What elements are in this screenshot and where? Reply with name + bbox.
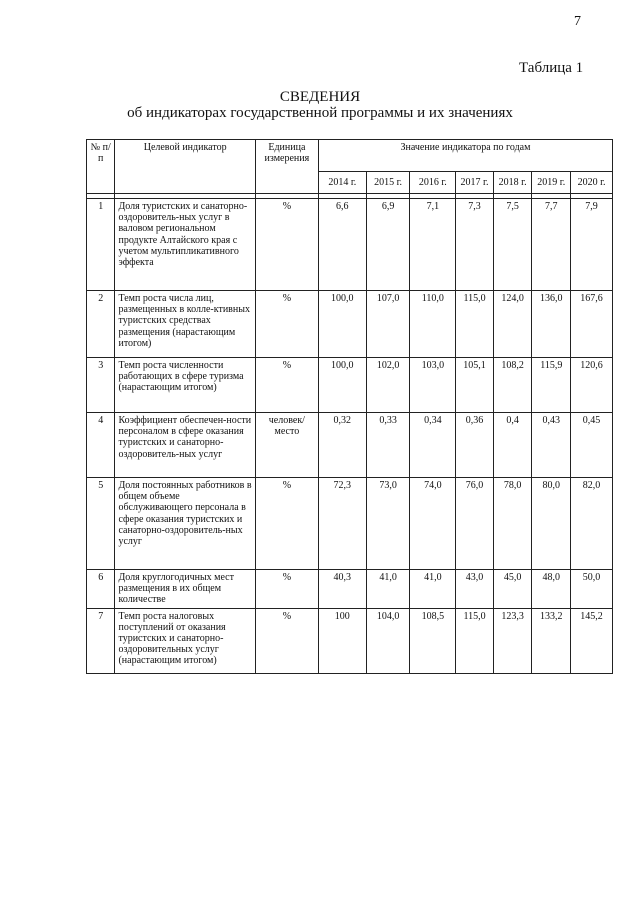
value-cell: 124,0 bbox=[493, 291, 532, 358]
table-row bbox=[87, 199, 613, 291]
header-num: № п/п bbox=[87, 140, 115, 194]
document-title: СВЕДЕНИЯ bbox=[279, 89, 361, 105]
value-cell: 105,1 bbox=[456, 358, 494, 413]
row-number: 1 bbox=[87, 199, 115, 291]
indicator-name: Темп роста налоговых поступлений от оказания туристских и санаторно-оздоровительных услуг (нарастающим итогом) bbox=[115, 608, 255, 673]
table-row bbox=[87, 478, 613, 570]
row-number: 4 bbox=[87, 413, 115, 478]
value-cell: 7,1 bbox=[410, 199, 456, 291]
value-cell: 41,0 bbox=[410, 570, 456, 609]
value-cell: 107,0 bbox=[366, 291, 410, 358]
table-row bbox=[87, 570, 613, 609]
page-number: 7 bbox=[574, 14, 581, 29]
value-cell: 0,45 bbox=[571, 413, 613, 478]
unit-cell: % bbox=[255, 478, 318, 570]
value-cell: 0,36 bbox=[456, 413, 494, 478]
value-cell: 43,0 bbox=[456, 570, 494, 609]
year-header: 2018 г. bbox=[493, 172, 532, 194]
value-cell: 45,0 bbox=[493, 570, 532, 609]
value-cell: 108,2 bbox=[493, 358, 532, 413]
unit-cell: % bbox=[255, 358, 318, 413]
indicators-table bbox=[86, 139, 613, 674]
indicator-name: Коэффициент обеспечен-ности персоналом в сфере оказания туристских и санаторно-оздоровитель-ных услуг bbox=[115, 413, 255, 478]
value-cell: 7,9 bbox=[571, 199, 613, 291]
value-cell: 100 bbox=[318, 608, 366, 673]
table-label: Таблица 1 bbox=[519, 60, 584, 76]
indicator-name: Темп роста численности работающих в сфере туризма (нарастающим итогом) bbox=[115, 358, 255, 413]
indicator-name: Доля постоянных работников в общем объеме обслуживающего персонала в сфере оказания туристских и санаторно-оздоровитель-ных услуг bbox=[115, 478, 255, 570]
value-cell: 74,0 bbox=[410, 478, 456, 570]
indicator-name: Темп роста числа лиц, размещенных в колле-ктивных туристских средствах размещения (нарастающим итогом) bbox=[115, 291, 255, 358]
unit-cell: человек/ место bbox=[255, 413, 318, 478]
unit-cell: % bbox=[255, 608, 318, 673]
header-value-group: Значение индикатора по годам bbox=[318, 140, 612, 172]
value-cell: 115,9 bbox=[532, 358, 571, 413]
year-header: 2020 г. bbox=[571, 172, 613, 194]
value-cell: 41,0 bbox=[366, 570, 410, 609]
value-cell: 104,0 bbox=[366, 608, 410, 673]
value-cell: 6,9 bbox=[366, 199, 410, 291]
value-cell: 7,3 bbox=[456, 199, 494, 291]
value-cell: 78,0 bbox=[493, 478, 532, 570]
value-cell: 0,4 bbox=[493, 413, 532, 478]
value-cell: 102,0 bbox=[366, 358, 410, 413]
value-cell: 100,0 bbox=[318, 358, 366, 413]
unit-cell: % bbox=[255, 199, 318, 291]
value-cell: 73,0 bbox=[366, 478, 410, 570]
value-cell: 0,34 bbox=[410, 413, 456, 478]
unit-cell: % bbox=[255, 291, 318, 358]
row-number: 5 bbox=[87, 478, 115, 570]
value-cell: 133,2 bbox=[532, 608, 571, 673]
indicator-name: Доля круглогодичных мест размещения в их общем количестве bbox=[115, 570, 255, 609]
table-row bbox=[87, 358, 613, 413]
table-row bbox=[87, 608, 613, 673]
value-cell: 115,0 bbox=[456, 291, 494, 358]
header-indicator: Целевой индикатор bbox=[115, 140, 255, 194]
value-cell: 115,0 bbox=[456, 608, 494, 673]
year-header: 2019 г. bbox=[532, 172, 571, 194]
year-header: 2014 г. bbox=[318, 172, 366, 194]
document-subtitle: об индикаторах государственной программы и их значениях bbox=[127, 105, 513, 121]
value-cell: 103,0 bbox=[410, 358, 456, 413]
value-cell: 72,3 bbox=[318, 478, 366, 570]
value-cell: 136,0 bbox=[532, 291, 571, 358]
value-cell: 80,0 bbox=[532, 478, 571, 570]
value-cell: 7,5 bbox=[493, 199, 532, 291]
value-cell: 0,33 bbox=[366, 413, 410, 478]
value-cell: 0,43 bbox=[532, 413, 571, 478]
value-cell: 120,6 bbox=[571, 358, 613, 413]
table-row bbox=[87, 291, 613, 358]
table-body bbox=[87, 199, 613, 674]
year-header: 2015 г. bbox=[366, 172, 410, 194]
value-cell: 82,0 bbox=[571, 478, 613, 570]
value-cell: 48,0 bbox=[532, 570, 571, 609]
value-cell: 167,6 bbox=[571, 291, 613, 358]
row-number: 7 bbox=[87, 608, 115, 673]
value-cell: 7,7 bbox=[532, 199, 571, 291]
row-number: 6 bbox=[87, 570, 115, 609]
value-cell: 50,0 bbox=[571, 570, 613, 609]
value-cell: 145,2 bbox=[571, 608, 613, 673]
unit-cell: % bbox=[255, 570, 318, 609]
indicator-name: Доля туристских и санаторно-оздоровитель-ных услуг в валовом региональном продукте Алтайского края с учетом мультипликативного эффекта bbox=[115, 199, 255, 291]
value-cell: 40,3 bbox=[318, 570, 366, 609]
year-header: 2016 г. bbox=[410, 172, 456, 194]
header-unit: Единица измерения bbox=[255, 140, 318, 194]
value-cell: 0,32 bbox=[318, 413, 366, 478]
value-cell: 123,3 bbox=[493, 608, 532, 673]
row-number: 3 bbox=[87, 358, 115, 413]
value-cell: 6,6 bbox=[318, 199, 366, 291]
value-cell: 110,0 bbox=[410, 291, 456, 358]
value-cell: 108,5 bbox=[410, 608, 456, 673]
value-cell: 100,0 bbox=[318, 291, 366, 358]
table-row bbox=[87, 413, 613, 478]
year-header: 2017 г. bbox=[456, 172, 494, 194]
row-number: 2 bbox=[87, 291, 115, 358]
value-cell: 76,0 bbox=[456, 478, 494, 570]
